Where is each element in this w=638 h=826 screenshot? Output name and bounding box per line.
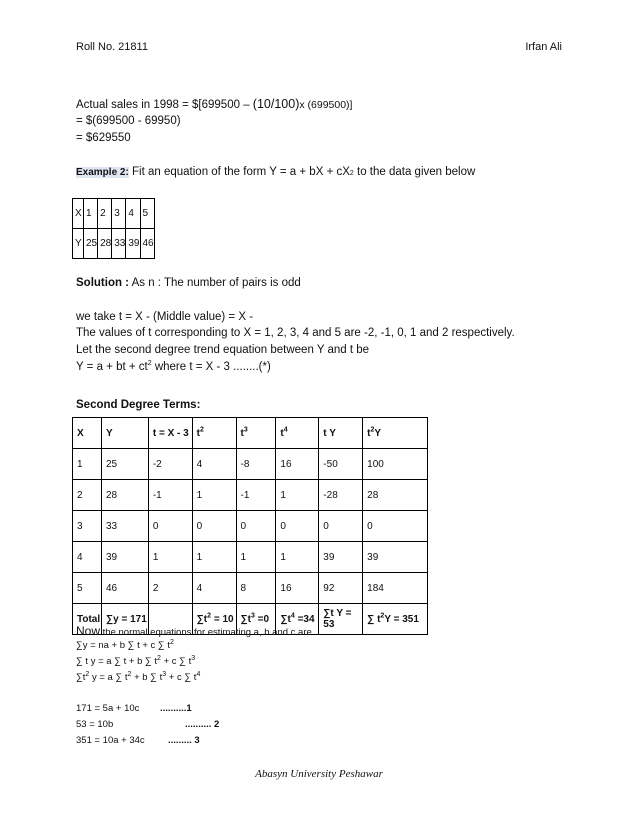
eq3-text-c: + b ∑ t — [131, 672, 163, 683]
table-header-cell-text: t = X - 3 — [152, 427, 189, 439]
solution-line-1: we take t = X - (Middle value) = X - — [76, 311, 254, 323]
solution-line — [76, 275, 301, 291]
trend-equation-sup: 2 — [147, 360, 152, 368]
table-cell: 0 — [319, 511, 363, 542]
data-table-cell: 33 — [112, 229, 126, 259]
table-cell: 39 — [319, 542, 363, 573]
eq3-text-b: y = a ∑ t — [89, 672, 128, 683]
table-total-cell-text: Total — [77, 613, 101, 625]
table-total-cell — [319, 604, 363, 635]
normal-equations-now: Now — [76, 624, 101, 638]
table-cell: 1 — [236, 542, 276, 573]
table-header-cell — [319, 418, 363, 449]
actual-sales-text-c: x (699500)] — [299, 99, 353, 111]
data-table-cell: 1 — [84, 199, 98, 229]
table-header-cell — [236, 418, 276, 449]
data-table-cell: Y — [73, 229, 84, 259]
eq2-text-a: ∑ t y = a ∑ t + b ∑ t — [76, 656, 158, 667]
table-total-cell-sup: 3 — [251, 612, 255, 620]
eq3-text-d: + c ∑ t — [166, 672, 197, 683]
table-cell: 1 — [192, 542, 236, 573]
data-table-row — [73, 229, 155, 259]
table-total-cell — [363, 604, 428, 635]
table-total-cell-text: ∑t Y = 53 — [323, 608, 352, 630]
table-header-cell-text: t — [280, 427, 284, 439]
system-equation-3-tag: ......... 3 — [168, 735, 200, 746]
table-total-cell-text: ∑t — [280, 613, 291, 625]
table-total-cell-sup: 2 — [207, 612, 212, 620]
table-cell: 1 — [192, 480, 236, 511]
table-total-cell-sup: 4 — [290, 612, 295, 620]
solution-line-3: Let the second degree trend equation between Y and t be — [76, 344, 370, 356]
normal-equation-2 — [76, 656, 195, 667]
system-equation-3: 351 = 10a + 34c — [76, 735, 145, 746]
table-cell: 46 — [101, 573, 148, 604]
actual-sales-fraction: (10/100) — [252, 97, 300, 111]
table-header-cell — [101, 418, 148, 449]
table-cell: 8 — [236, 573, 276, 604]
solution-line-2: The values of t corresponding to X = 1, 2, 3, 4 and 5 are -2, -1, 0, 1 and 2 respectively. — [76, 327, 515, 339]
data-table-row — [73, 199, 155, 229]
table-header-cell — [192, 418, 236, 449]
actual-sales-text-a: Actual sales in 1998 = $[699500 – — [76, 99, 253, 111]
second-degree-heading: Second Degree Terms: — [76, 399, 201, 411]
solution-text: As n : The number of pairs is odd — [129, 277, 301, 289]
table-cell: -2 — [148, 449, 192, 480]
data-table-cell: 3 — [112, 199, 126, 229]
eq2-text-b: + c ∑ t — [160, 656, 192, 667]
table-header-cell-sup: 2 — [200, 426, 204, 434]
example-label: Example 2: — [76, 167, 129, 178]
table-total-cell-sup: 2 — [380, 612, 385, 620]
table-cell: 1 — [276, 542, 319, 573]
header-author-name: Irfan Ali — [525, 41, 562, 53]
table-total-cell-text: ∑y = 171 — [105, 613, 147, 625]
table-header-cell-sup: 4 — [283, 426, 288, 434]
table-cell: 0 — [192, 511, 236, 542]
table-cell: 33 — [101, 511, 148, 542]
data-table-cell: 39 — [126, 229, 140, 259]
data-table — [72, 198, 155, 259]
table-cell: 0 — [276, 511, 319, 542]
solution-label: Solution : — [76, 277, 130, 289]
table-header-cell-text: t — [367, 427, 371, 439]
header-roll-number: Roll No. 21811 — [76, 41, 148, 53]
table-header-cell-sup: 2 — [370, 426, 375, 434]
trend-equation-b: where t = X - 3 ........(*) — [151, 361, 271, 373]
table-header-cell-text: t — [196, 427, 201, 439]
table-cell: -8 — [236, 449, 276, 480]
table-header-cell-text: t Y — [323, 427, 336, 439]
table-cell: -50 — [319, 449, 363, 480]
system-equation-2: 53 = 10b — [76, 719, 114, 730]
table-cell: 4 — [73, 542, 102, 573]
table-cell: 28 — [101, 480, 148, 511]
trend-equation-a: Y = a + bt + ct — [76, 361, 148, 373]
system-equation-1-tag: ..........1 — [160, 703, 192, 714]
second-degree-table — [72, 417, 428, 635]
eq3-sup-2: 2 — [127, 670, 132, 678]
data-table-cell: 5 — [140, 199, 154, 229]
eq1-text: ∑y = na + b ∑ t + c ∑ t — [76, 640, 170, 651]
table-cell: 0 — [148, 511, 192, 542]
table-row — [73, 573, 428, 604]
table-cell: 16 — [276, 449, 319, 480]
eq2-sup-2: 3 — [191, 654, 196, 662]
solution-line-4 — [76, 359, 271, 375]
example-line — [76, 164, 475, 182]
table-header-row — [73, 418, 428, 449]
table-header-cell-text: X — [77, 427, 84, 439]
eq1-sup: 2 — [169, 638, 174, 646]
example-text-a: Fit an equation of the form Y = a + bX + cX — [128, 166, 350, 178]
example-text-b: to the data given below — [353, 166, 476, 178]
system-equation-2-tag: .......... 2 — [185, 719, 220, 730]
actual-sales-line-1 — [76, 96, 352, 113]
data-table-cell: X — [73, 199, 84, 229]
table-cell: 1 — [148, 542, 192, 573]
table-total-cell-tail: = 10 — [211, 613, 234, 625]
table-total-cell-text: ∑ t — [367, 613, 381, 625]
table-header-cell — [363, 418, 428, 449]
eq3-sup-4: 4 — [196, 670, 201, 678]
table-cell: 92 — [319, 573, 363, 604]
table-row — [73, 542, 428, 573]
table-header-cell — [148, 418, 192, 449]
table-cell: 0 — [236, 511, 276, 542]
table-header-cell-tail: Y — [374, 427, 382, 439]
table-cell: 184 — [363, 573, 428, 604]
data-table-cell: 25 — [84, 229, 98, 259]
table-header-cell — [276, 418, 319, 449]
data-table-cell: 4 — [126, 199, 140, 229]
table-header-cell-sup: 3 — [243, 426, 248, 434]
table-row — [73, 480, 428, 511]
table-total-cell-tail: Y = 351 — [384, 613, 419, 625]
table-cell: 2 — [148, 573, 192, 604]
table-cell: -28 — [319, 480, 363, 511]
data-table-cell: 46 — [140, 229, 154, 259]
table-header-cell — [73, 418, 102, 449]
eq3-text-a: ∑t — [76, 672, 86, 683]
eq3-sup-1: 2 — [85, 670, 90, 678]
table-cell: 4 — [192, 449, 236, 480]
normal-equation-1 — [76, 640, 174, 651]
table-header-cell-text: t — [240, 427, 244, 439]
normal-equations-intro-text: the normal equations for estimating a, b and c are — [100, 627, 312, 638]
table-cell: 28 — [363, 480, 428, 511]
actual-sales-line-2: = $(699500 - 69950) — [76, 115, 181, 127]
footer-university: Abasyn University Peshawar — [255, 768, 383, 780]
table-total-cell-text: ∑t — [196, 613, 208, 625]
table-cell: 1 — [73, 449, 102, 480]
table-cell: 5 — [73, 573, 102, 604]
table-cell: -1 — [148, 480, 192, 511]
table-total-cell-text: ∑t — [240, 613, 251, 625]
table-cell: 2 — [73, 480, 102, 511]
table-cell: 3 — [73, 511, 102, 542]
table-total-cell-tail: =0 — [254, 613, 270, 625]
table-total-cell-tail: =34 — [294, 613, 315, 625]
table-header-cell-text: Y — [105, 427, 113, 439]
normal-equation-3 — [76, 672, 200, 683]
table-cell: -1 — [236, 480, 276, 511]
table-row — [73, 449, 428, 480]
data-table-cell: 2 — [98, 199, 112, 229]
system-equation-1: 171 = 5a + 10c — [76, 703, 140, 714]
table-cell: 39 — [101, 542, 148, 573]
table-cell: 25 — [101, 449, 148, 480]
table-cell: 39 — [363, 542, 428, 573]
table-row — [73, 511, 428, 542]
eq2-sup-1: 2 — [157, 654, 161, 662]
table-cell: 4 — [192, 573, 236, 604]
table-cell: 0 — [363, 511, 428, 542]
table-cell: 100 — [363, 449, 428, 480]
eq3-sup-3: 3 — [162, 670, 167, 678]
actual-sales-line-3: = $629550 — [76, 132, 131, 144]
example-subscript: 2 — [349, 170, 354, 177]
normal-equations-intro — [76, 622, 312, 640]
table-cell: 1 — [276, 480, 319, 511]
data-table-cell: 28 — [98, 229, 112, 259]
table-cell: 16 — [276, 573, 319, 604]
